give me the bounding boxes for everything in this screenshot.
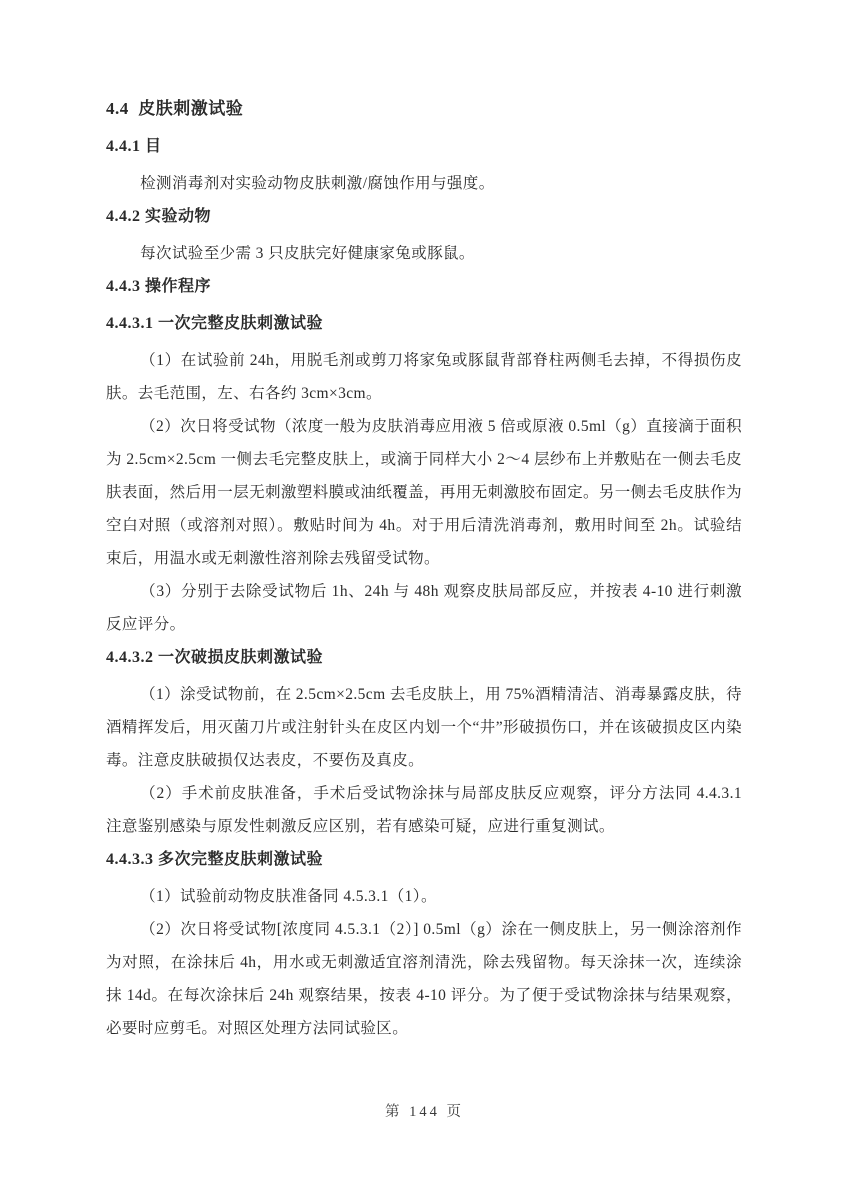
para-4-4-2-body: 每次试验至少需 3 只皮肤完好健康家兔或豚鼠。 [140,245,475,262]
para-4-4-3-2-item-2: （2）手术前皮肤准备，手术后受试物涂抹与局部皮肤反应观察，评分方法同 4.4.3.1 注意鉴别感染与原发性刺激反应区别，若有感染可疑，应进行重复测试。 [106,785,742,835]
para-4-4-3-3-item-1: （1）试验前动物皮肤准备同 4.5.3.1（1）。 [140,888,437,905]
heading-4-4: 4.4 皮肤刺激试验 [106,99,244,118]
para-4-4-1-body: 检测消毒剂对实验动物皮肤刺激/腐蚀作用与强度。 [140,175,495,192]
para-4-4-3-3-item-2: （2）次日将受试物[浓度同 4.5.3.1（2）] 0.5ml（g）涂在一侧皮肤上，另一侧涂溶剂作为对照，在涂抹后 4h，用水或无刺激适宜溶剂清洗，除去残留物。每天涂抹一次，连续涂抹 14d。在每次涂抹后 24h 观察结果，按表 4-10 评分。为了便于受试物涂抹与结果观察，必要时应剪毛。对照区处理方法同试验区。 [106,921,742,1037]
para-4-4-3-1-item-2: （2）次日将受试物（浓度一般为皮肤消毒应用液 5 倍或原液 0.5ml（g）直接滴于面积为 2.5cm×2.5cm 一侧去毛完整皮肤上，或滴于同样大小 2～4 层纱布上并敷贴在一侧去毛皮肤表面，然后用一层无刺激塑料膜或油纸覆盖，再用无刺激胶布固定。另一侧去毛皮肤作为空白对照（或溶剂对照）。敷贴时间为 4h。对于用后清洗消毒剂，敷用时间至 2h。试验结束后，用温水或无刺激性溶剂除去残留受试物。 [106,418,743,567]
page-footer [0,1100,849,1121]
heading-4-4-1: 4.4.1 目 [106,138,162,155]
heading-4-4-3-2: 4.4.3.2 一次破损皮肤刺激试验 [106,649,324,666]
para-4-4-3-1-item-1: （1）在试验前 24h，用脱毛剂或剪刀将家兔或豚鼠背部脊柱两侧毛去掉，不得损伤皮肤。去毛范围，左、右各约 3cm×3cm。 [106,352,742,402]
para-4-4-3-2-item-1: （1）涂受试物前，在 2.5cm×2.5cm 去毛皮肤上，用 75%酒精清洁、消毒暴露皮肤，待酒精挥发后，用灭菌刀片或注射针头在皮区内划一个“井”形破损伤口，并在该破损皮区内染毒。注意皮肤破损仅达表皮，不要伤及真皮。 [106,686,742,769]
heading-4-4-3: 4.4.3 操作程序 [106,278,212,295]
page-number: 第 144 页 [385,1104,464,1120]
para-4-4-3-1-item-3: （3）分别于去除受试物后 1h、24h 与 48h 观察皮肤局部反应，并按表 4-10 进行刺激反应评分。 [106,583,742,633]
heading-4-4-3-1: 4.4.3.1 一次完整皮肤刺激试验 [106,315,324,332]
document-body [106,92,742,1045]
heading-4-4-3-3: 4.4.3.3 多次完整皮肤刺激试验 [106,851,324,868]
heading-4-4-2: 4.4.2 实验动物 [106,208,212,225]
